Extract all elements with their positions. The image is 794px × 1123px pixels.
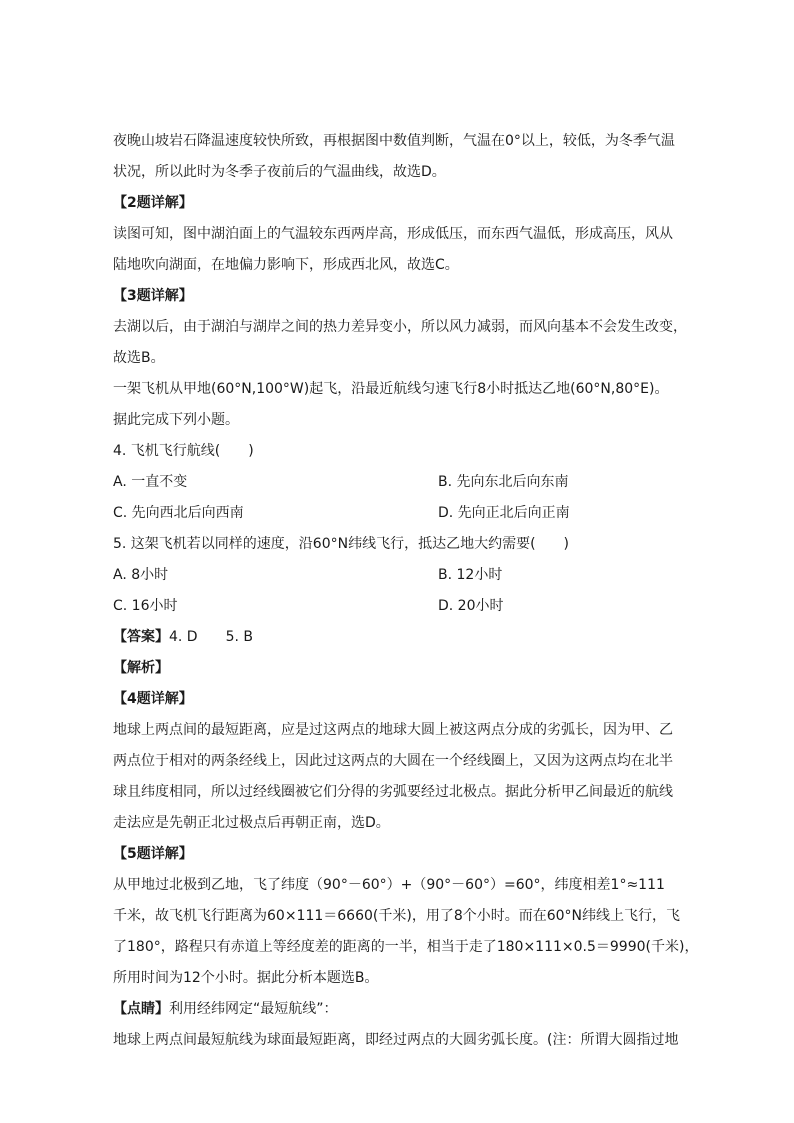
answer-label: 【答案】 [113, 629, 169, 645]
option-4a: A. 一直不变 [113, 474, 188, 490]
text-line: 地球上两点间的最短距离，应是过这两点的地球大圆上被这两点分成的劣弧长，因为甲、乙 [113, 722, 673, 738]
text-line: 夜晚山坡岩石降温速度较快所致，再根据图中数值判断，气温在0°以上，较低，为冬季气温 [113, 133, 675, 149]
text-line: 读图可知，图中湖泊面上的气温较东西两岸高，形成低压，而东西气温低，形成高压，风从 [113, 226, 673, 242]
text-line: 千米，故飞机飞行距离为60×111＝6660(千米)，用了8个小时。而在60°N纬线上飞行，飞 [113, 908, 681, 924]
option-4d: D. 先向正北后向正南 [438, 505, 570, 521]
option-5a: A. 8小时 [113, 567, 169, 583]
section-heading: 【3题详解】 [113, 288, 193, 304]
text-line: 陆地吹向湖面，在地偏力影响下，形成西北风，故选C。 [113, 257, 459, 273]
text-line: 了180°，路程只有赤道上等经度差的距离的一半，相当于走了180×111×0.5＝9990(千米)， [113, 939, 699, 955]
option-5d: D. 20小时 [438, 598, 504, 614]
text-line: 地球上两点间最短航线为球面最短距离，即经过两点的大圆劣弧长度。(注：所谓大圆指过地 [113, 1032, 679, 1048]
text-line: 据此完成下列小题。 [113, 412, 239, 428]
section-heading: 【4题详解】 [113, 691, 193, 707]
question-stem: 一架飞机从甲地(60°N,100°W)起飞，沿最近航线匀速飞行8小时抵达乙地(60°N,80°E)。 [113, 381, 669, 397]
answer-4: 4. D [169, 629, 198, 645]
option-4c: C. 先向西北后向西南 [113, 505, 244, 521]
question-5: 5. 这架飞机若以同样的速度，沿60°N纬线飞行，抵达乙地大约需要( ) [113, 536, 570, 552]
text-line: 两点位于相对的两条经线上，因此过这两点的大圆在一个经线圈上，又因为这两点均在北半 [113, 753, 673, 769]
option-5b: B. 12小时 [438, 567, 503, 583]
tip-text: 利用经纬网定“最短航线”： [169, 1001, 338, 1017]
text-line: 去湖以后，由于湖泊与湖岸之间的热力差异变小，所以风力减弱，而风向基本不会发生改变， [113, 319, 687, 335]
answer-line [113, 627, 253, 647]
text-line: 状况，所以此时为冬季子夜前后的气温曲线，故选D。 [113, 164, 446, 180]
text-line: 故选B。 [113, 350, 165, 366]
section-heading: 【2题详解】 [113, 195, 193, 211]
option-4b: B. 先向东北后向东南 [438, 474, 569, 490]
answer-5: 5. B [225, 629, 254, 645]
question-4: 4. 飞机飞行航线( ) [113, 443, 254, 459]
option-5c: C. 16小时 [113, 598, 178, 614]
text-line: 从甲地过北极到乙地，飞了纬度（90°－60°）+（90°－60°）=60°，纬度相差1°≈111 [113, 877, 665, 893]
text-line: 球且纬度相同，所以过经线圈被它们分得的劣弧要经过北极点。据此分析甲乙间最近的航线 [113, 784, 673, 800]
section-heading: 【5题详解】 [113, 846, 193, 862]
analysis-heading: 【解析】 [113, 660, 169, 676]
text-line: 走法应是先朝正北过极点后再朝正南，选D。 [113, 815, 390, 831]
tip-line [113, 999, 338, 1019]
tip-label: 【点睛】 [113, 1001, 169, 1017]
text-line: 所用时间为12个小时。据此分析本题选B。 [113, 970, 379, 986]
